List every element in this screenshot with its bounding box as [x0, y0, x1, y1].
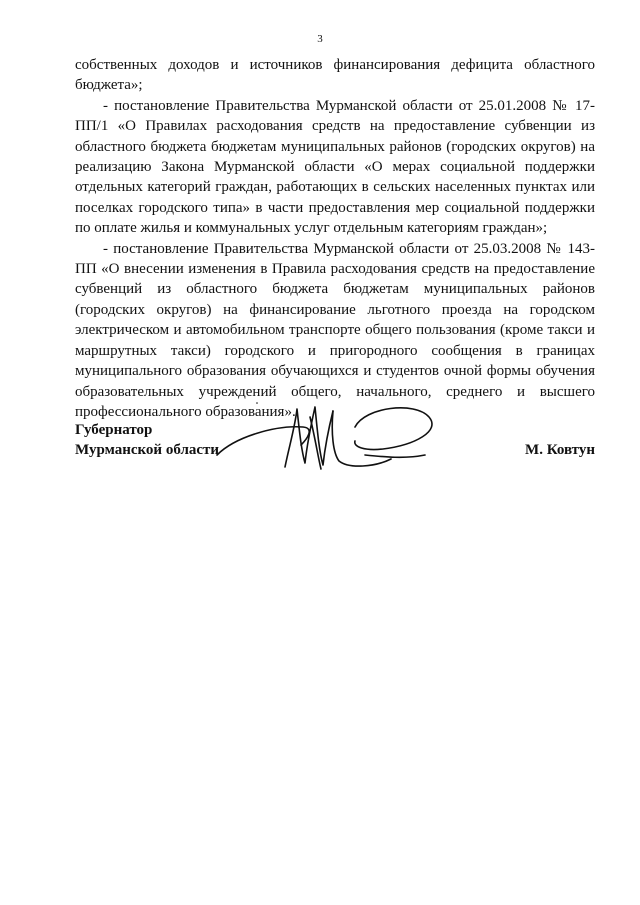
handwritten-signature — [215, 397, 455, 487]
position-line-2: Мурманской области — [75, 442, 220, 458]
signature-dot — [256, 402, 258, 404]
signatory-position — [75, 420, 219, 460]
position-line-1: Губернатор — [75, 422, 153, 438]
paragraph-resolution-17-pp-1: - постановление Правительства Мурманской области от 25.01.2008 № 17-ПП/1 «О Правилах расходования средств на предоставление субвенции из областного бюджета бюджетам муниципальных районов (городских округов) на реализацию Закона Мурманской области «О мерах социальной поддержки отдельных категорий граждан, работающих в сельских населенных пунктах или поселках городского типа» в части предоставления мер социальной поддержки по оплате жилья и коммунальных услуг отдельным категориям граждан»; — [75, 97, 595, 237]
paragraph-resolution-143-pp: - постановление Правительства Мурманской области от 25.03.2008 № 143-ПП «О внесении изменения в Правила расходования средств на предоставление субвенций из областного бюджета бюджетам муниципальных районов (городских округов) на финансирование льготного проезда на городском электрическом и автомобильном транспорте общего пользования (кроме такси и маршрутных такси) городского и пригородного сообщения в границах муниципального образования обучающихся и студентов очной формы обучения образовательных учреждений общего, начального, среднего и высшего профессионального образования». — [75, 240, 595, 420]
signatory-name: М. Ковтун — [525, 442, 595, 458]
paragraph-continuation: собственных доходов и источников финансирования дефицита областного бюджета»; — [75, 57, 595, 94]
document-body — [75, 55, 595, 422]
signature-block — [75, 405, 595, 495]
page-number: 3 — [317, 33, 323, 45]
